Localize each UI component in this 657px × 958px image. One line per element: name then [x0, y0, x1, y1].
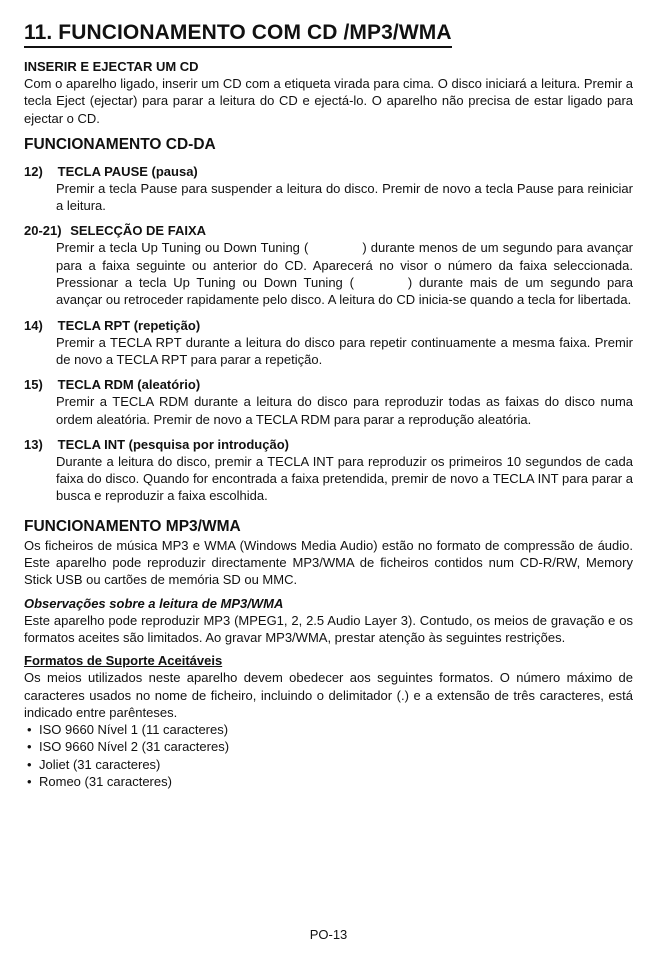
item-int — [24, 436, 633, 505]
mp3-notes-text: Este aparelho pode reproduzir MP3 (MPEG1, 2, 2.5 Audio Layer 3). Contudo, os meios de gravação e os formatos aceites são limitados. Ao gravar MP3/WMA, prestar atenção às seguintes restrições. — [24, 612, 633, 645]
manual-page — [24, 20, 633, 790]
bullet-icon: • — [27, 756, 32, 772]
mp3-heading: FUNCIONAMENTO MP3/WMA — [24, 517, 241, 535]
list-item — [24, 721, 633, 738]
item-text-part: Premir a tecla Up Tuning ou Down Tuning ( — [56, 240, 309, 256]
list-item — [24, 756, 633, 773]
insert-eject-heading: INSERIR E EJECTAR UM CD — [24, 59, 199, 74]
list-item-text: ISO 9660 Nível 1 (11 caracteres) — [39, 722, 229, 738]
list-item — [24, 773, 633, 790]
item-label: TECLA PAUSE (pausa) — [57, 163, 198, 179]
item-label: SELECÇÃO DE FAIXA — [70, 223, 206, 239]
item-number: 20-21) — [24, 223, 62, 239]
bullet-icon: • — [27, 774, 32, 790]
cdda-heading: FUNCIONAMENTO CD-DA — [24, 135, 216, 153]
formats-text: Os meios utilizados neste aparelho devem obedecer aos seguintes formatos. O número máximo de caracteres usados no nome de ficheiro, incluindo o delimitador (.) e a extensão de três caracteres, está indicado entre parênteses. — [24, 670, 633, 720]
item-text: Premir a TECLA RPT durante a leitura do disco para repetir continuamente a mesma faixa. Premir de novo a TECLA RPT para parar a repetição. — [56, 334, 633, 367]
item-rdm — [24, 376, 633, 428]
mp3-notes-heading: Observações sobre a leitura de MP3/WMA — [24, 595, 284, 611]
list-item-text: ISO 9660 Nível 2 (31 caracteres) — [39, 739, 230, 755]
bullet-icon: • — [27, 739, 32, 755]
formats-list — [24, 721, 633, 790]
page-number: PO-13 — [309, 927, 348, 942]
item-number: 15) — [24, 377, 43, 393]
item-text — [56, 239, 633, 308]
item-label: TECLA RDM (aleatório) — [57, 377, 201, 393]
item-text-part: ) durante mais de um segundo para avançar ou retroceder rapidamente pelo disco. A leitura do CD inicia-se quando a tecla for libertada. — [56, 275, 633, 308]
item-text: Durante a leitura do disco, premir a TECLA INT para reproduzir os primeiros 10 segundos de cada faixa do disco. Quando for encontrada a faixa pretendida, premir de novo a TECLA INT para parar a busca e reproduzir a faixa escolhida. — [56, 453, 633, 504]
item-text: Premir a TECLA RDM durante a leitura do disco para reproduzir todas as faixas do disco numa ordem aleatória. Premir de novo a TECLA RDM para parar a reprodução aleatória. — [56, 394, 633, 427]
item-number: 14) — [24, 317, 43, 333]
item-number: 12) — [24, 163, 43, 179]
item-text: Premir a tecla Pause para suspender a leitura do disco. Premir de novo a tecla Pause para reiniciar a leitura. — [56, 180, 633, 214]
mp3-intro-text: Os ficheiros de música MP3 e WMA (Windows Media Audio) estão no formato de compressão de áudio. Este aparelho pode reproduzir directamente MP3/WMA de ficheiros contidos num CD-R/RW, Memory Stick USB ou cartões de memória SD ou MMC. — [24, 537, 633, 588]
item-track-select — [24, 222, 633, 308]
item-number: 13) — [24, 436, 43, 452]
formats-heading: Formatos de Suporte Aceitáveis — [24, 653, 223, 669]
list-item-text: Joliet (31 caracteres) — [39, 756, 161, 772]
item-pause — [24, 163, 633, 215]
item-label: TECLA INT (pesquisa por introdução) — [57, 436, 289, 452]
item-label: TECLA RPT (repetição) — [57, 317, 201, 333]
item-text-part: ) durante menos de um segundo para avançar para a faixa seguinte ou anterior do CD. Aparecerá no visor o número da faixa seleccionada. Pressionar a tecla Up Tuning ou Down Tuning ( — [56, 240, 633, 291]
item-rpt — [24, 317, 633, 369]
list-item-text: Romeo (31 caracteres) — [39, 774, 172, 790]
bullet-icon: • — [27, 722, 32, 738]
insert-eject-text: Com o aparelho ligado, inserir um CD com a etiqueta virada para cima. O disco iniciará a leitura. Premir a tecla Eject (ejectar) para parar a leitura do CD e ejectá-lo. O aparelho não precisa de estar ligado para ejectar o CD. — [24, 76, 633, 126]
list-item — [24, 738, 633, 755]
page-title: 11. FUNCIONAMENTO COM CD /MP3/WMA — [24, 20, 452, 48]
